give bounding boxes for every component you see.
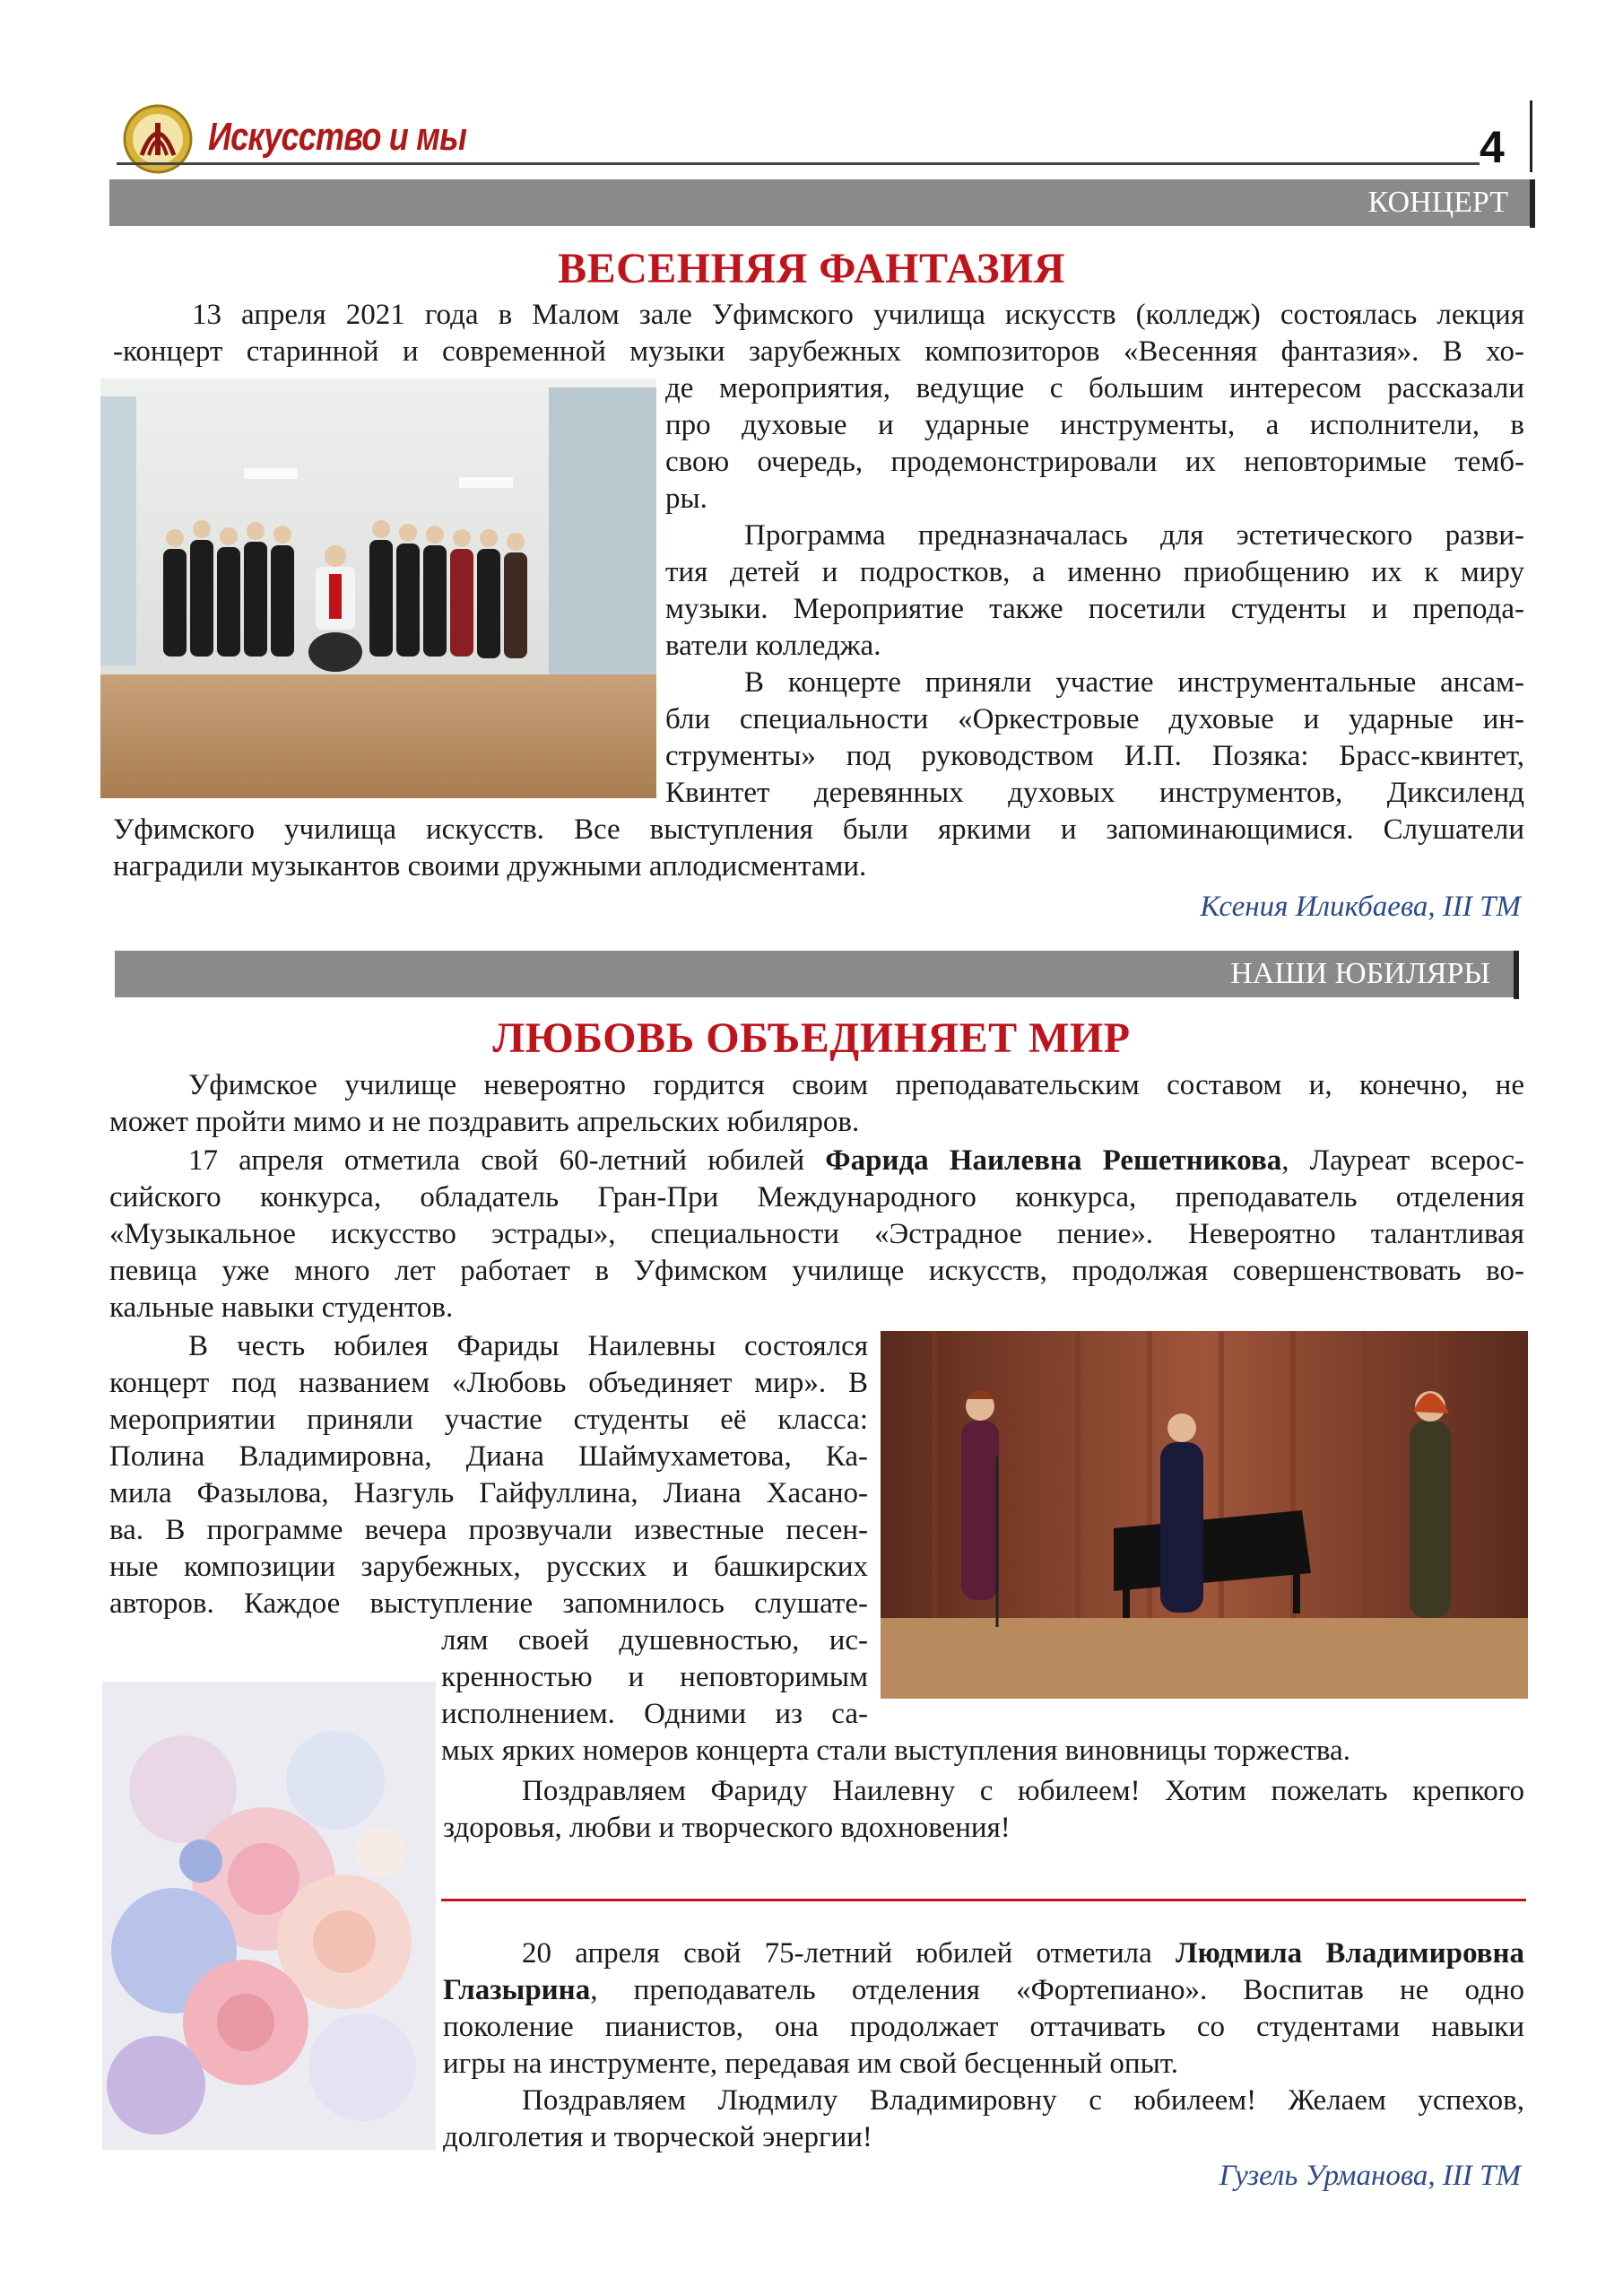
paragraph-line: может пройти мимо и не поздравить апрельских юбиляров. bbox=[109, 1106, 860, 1138]
paragraph-line: Квинтет деревянных духовых инструментов, Диксиленд bbox=[665, 777, 1524, 809]
paragraph-line: ватели колледжа. bbox=[665, 630, 881, 662]
text-run: , преподаватель отделения «Фортепиано». Воспитав не одно bbox=[590, 1974, 1524, 2006]
paragraph-line: бли специальности «Оркестровые духовые и ударные ин- bbox=[665, 703, 1524, 735]
paragraph-line bbox=[188, 1143, 1524, 1179]
paragraph-line: исполнением. Одними из са- bbox=[441, 1698, 868, 1730]
article-title: ЛЮБОВЬ ОБЪЕДИНЯЕТ МИР bbox=[492, 1014, 1131, 1062]
paragraph-line: сийского конкурса, обладатель Гран-При Международного конкурса, преподаватель отделения bbox=[109, 1181, 1524, 1213]
text-run: 17 апреля отметила свой 60-летний юбилей bbox=[188, 1144, 826, 1177]
paragraph-line: игры на инструменте, передавая им свой бесценный опыт. bbox=[443, 2048, 1178, 2080]
rubric-bar-jubilees bbox=[115, 951, 1514, 997]
text-run: 20 апреля свой 75-летний юбилей отметила bbox=[522, 1937, 1176, 1970]
paragraph-line: тия детей и подростков, а именно приобщению их к миру bbox=[665, 556, 1524, 588]
paragraph-line: авторов. Каждое выступление запомнилось слушате- bbox=[109, 1587, 868, 1620]
paragraph-line: концерт под названием «Любовь объединяет мир». В bbox=[109, 1367, 868, 1399]
paragraph-line: мых ярких номеров концерта стали выступления виновницы торжества. bbox=[441, 1735, 1350, 1767]
paragraph-line: Поздравляем Фариду Наилевну с юбилеем! Хотим пожелать крепкого bbox=[522, 1775, 1524, 1807]
header-vertical-rule bbox=[1530, 100, 1532, 172]
paragraph-line: В честь юбилея Фариды Наилевны состоялся bbox=[188, 1330, 868, 1362]
article-title: ВЕСЕННЯЯ ФАНТАЗИЯ bbox=[558, 245, 1065, 292]
paragraph-line: 13 апреля 2021 года в Малом зале Уфимского училища искусств (колледж) состоялась лекция bbox=[192, 299, 1524, 331]
paragraph-line bbox=[522, 1935, 1524, 1972]
text-run: , Лауреат всерос- bbox=[1281, 1144, 1524, 1177]
paragraph-line: лям своей душевностью, ис- bbox=[441, 1624, 868, 1657]
paragraph-line: кальные навыки студентов. bbox=[109, 1292, 454, 1324]
paragraph-line: Уфимское училище невероятно гордится своим преподавательским составом и, конечно, не bbox=[188, 1069, 1524, 1101]
paragraph-line: ные композиции зарубежных, русских и башкирских bbox=[109, 1551, 868, 1583]
paragraph-line: В концерте приняли участие инструментальные ансам- bbox=[744, 666, 1524, 699]
paragraph-line: поколение пианистов, она продолжает оттачивать со студентами навыки bbox=[443, 2011, 1524, 2043]
paragraph-line: мила Фазылова, Назгуль Гайфуллина, Лиана Хасано- bbox=[109, 1477, 868, 1509]
rubric-label: НАШИ ЮБИЛЯРЫ bbox=[1230, 957, 1490, 990]
paragraph-line: ва. В программе вечера прозвучали известные песен- bbox=[109, 1514, 868, 1546]
article-author: Ксения Иликбаева, III ТМ bbox=[1200, 891, 1521, 923]
section-divider bbox=[441, 1899, 1526, 1901]
paragraph-line: ры. bbox=[665, 483, 707, 515]
flower-bouquet-photo bbox=[102, 1682, 436, 2150]
paragraph-line: струменты» под руководством И.П. Позяка: Брасс-квинтет, bbox=[665, 740, 1524, 772]
paragraph-line: Поздравляем Людмилу Владимировну с юбилеем! Желаем успехов, bbox=[522, 2084, 1524, 2117]
paragraph-line: -концерт старинной и современной музыки зарубежных композиторов «Весенняя фантазия». В хо- bbox=[113, 335, 1524, 368]
rubric-label: КОНЦЕРТ bbox=[1367, 186, 1508, 219]
paragraph-line: Программа предназначалась для эстетического разви- bbox=[744, 519, 1524, 552]
paragraph-line: «Музыкальное искусство эстрады», специальности «Эстрадное пение». Невероятно талантливая bbox=[109, 1218, 1524, 1250]
paragraph-line: де мероприятия, ведущие с большим интересом рассказали bbox=[665, 372, 1524, 404]
paragraph-line: свою очередь, продемонстрировали их неповторимые темб- bbox=[665, 446, 1524, 478]
person-name: Людмила Владимировна bbox=[1176, 1937, 1524, 1970]
rubric-bar-shadow bbox=[1530, 179, 1535, 228]
paragraph-line: мероприятии приняли участие студенты её класса: bbox=[109, 1404, 868, 1436]
group-photo bbox=[100, 378, 656, 798]
stage-performance-photo bbox=[881, 1331, 1528, 1699]
rubric-bar-shadow bbox=[1514, 951, 1519, 999]
paragraph-line: кренностью и неповторимым bbox=[441, 1661, 868, 1693]
paragraph-line: Уфимского училища искусств. Все выступления были яркими и запоминающимися. Слушатели bbox=[113, 813, 1524, 846]
paragraph-line: музыки. Мероприятие также посетили студенты и препода- bbox=[665, 593, 1524, 625]
header-rule bbox=[117, 162, 1480, 165]
paragraph-line bbox=[443, 1972, 1524, 2009]
paragraph-line: наградили музыкантов своими дружными аплодисментами. bbox=[113, 850, 867, 883]
paragraph-line: долголетия и творческой энергии! bbox=[443, 2121, 872, 2153]
rubric-bar-concert bbox=[109, 179, 1532, 226]
page-number: 4 bbox=[1480, 122, 1505, 172]
article-author: Гузель Урманова, III ТМ bbox=[1219, 2160, 1521, 2192]
person-name: Фарида Наилевна Решетникова bbox=[825, 1144, 1282, 1177]
paragraph-line: здоровья, любви и творческого вдохновения! bbox=[443, 1812, 1011, 1844]
paragraph-line: про духовые и ударные инструменты, а исполнители, в bbox=[665, 409, 1524, 441]
paragraph-line: певица уже много лет работает в Уфимском училище искусств, продолжая совершенствовать во- bbox=[109, 1255, 1524, 1287]
brand-name: Искусство и мы bbox=[208, 115, 467, 159]
person-name: Глазырина bbox=[443, 1974, 591, 2006]
paragraph-line: Полина Владимировна, Диана Шаймухаметова, Ка- bbox=[109, 1440, 868, 1473]
